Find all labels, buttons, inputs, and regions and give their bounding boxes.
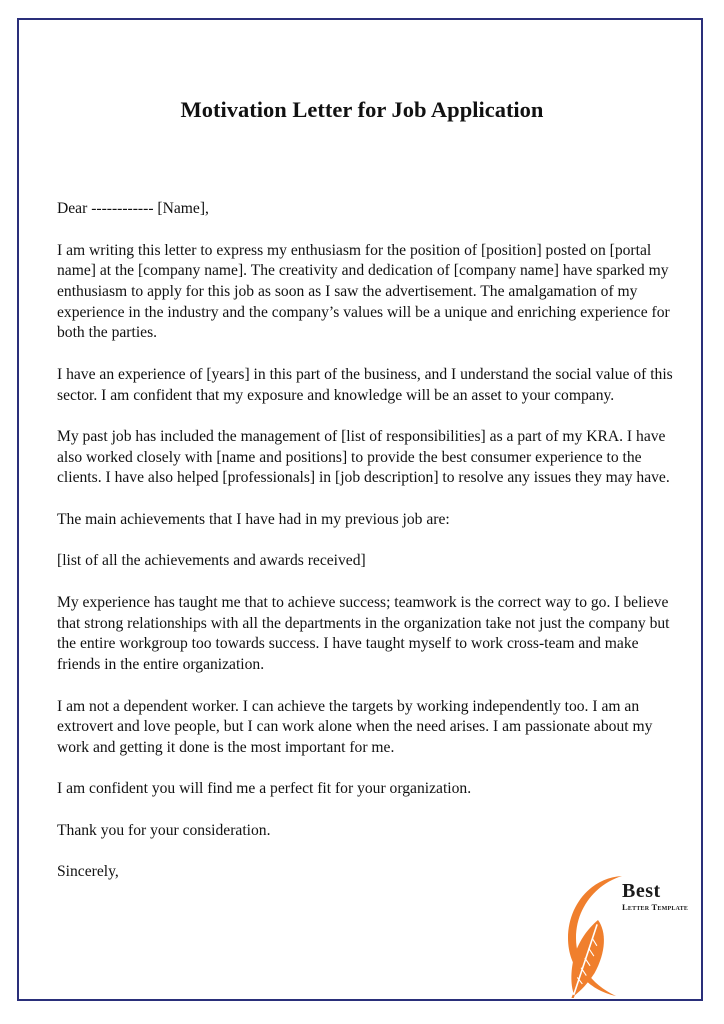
closing: Sincerely, — [57, 863, 119, 881]
paragraph-experience: I have an experience of [years] in this part of the business, and I understand the social value of this sector. I am confident that my exposure and knowledge will be an asset to your company. — [57, 365, 673, 404]
logo-text — [622, 880, 688, 912]
logo-word-best: Best — [622, 880, 661, 902]
paragraph-intro: I am writing this letter to express my enthusiasm for the position of [position] posted on [portal name] at the [company name]. The creativity and dedication of [company name] have sparked my enthusiasm to apply for this job as soon as I saw the advertisement. The amalgamation of my experience in the industry and the company’s values will be a unique and enriching experience for both the parties. — [57, 241, 670, 342]
salutation: Dear ------------ [Name], — [57, 200, 209, 217]
paragraph-thanks: Thank you for your consideration. — [57, 821, 271, 839]
paragraph-independent: I am not a dependent worker. I can achieve the targets by working independently too. I am an extrovert and love people, but I can work alone when the need arises. I am passionate about my work and getting it done is the most important for me. — [57, 697, 653, 756]
logo-word-subtitle: Letter Template — [622, 902, 689, 912]
letter-body — [57, 199, 675, 904]
paragraph-achievements-intro: The main achievements that I have had in my previous job are: — [57, 510, 450, 528]
paragraph-teamwork: My experience has taught me that to achieve success; teamwork is the correct way to go. I believe that strong relationships with all the departments in the organization take not just the company but the entire workgroup too towards success. I have taught myself to work cross-team and make friends in the entire organization. — [57, 593, 670, 674]
paragraph-achievements-list: [list of all the achievements and awards received] — [57, 552, 366, 570]
paragraph-past-job: My past job has included the management of [list of responsibilities] as a part of my KRA. I have also worked closely with [name and positions] to provide the best consumer experience to the clients. I have also helped [professionals] in [job description] to resolve any issues they may have. — [57, 428, 670, 487]
letter-title: Motivation Letter for Job Application — [180, 97, 544, 122]
paragraph-fit: I am confident you will find me a perfect fit for your organization. — [57, 780, 472, 798]
